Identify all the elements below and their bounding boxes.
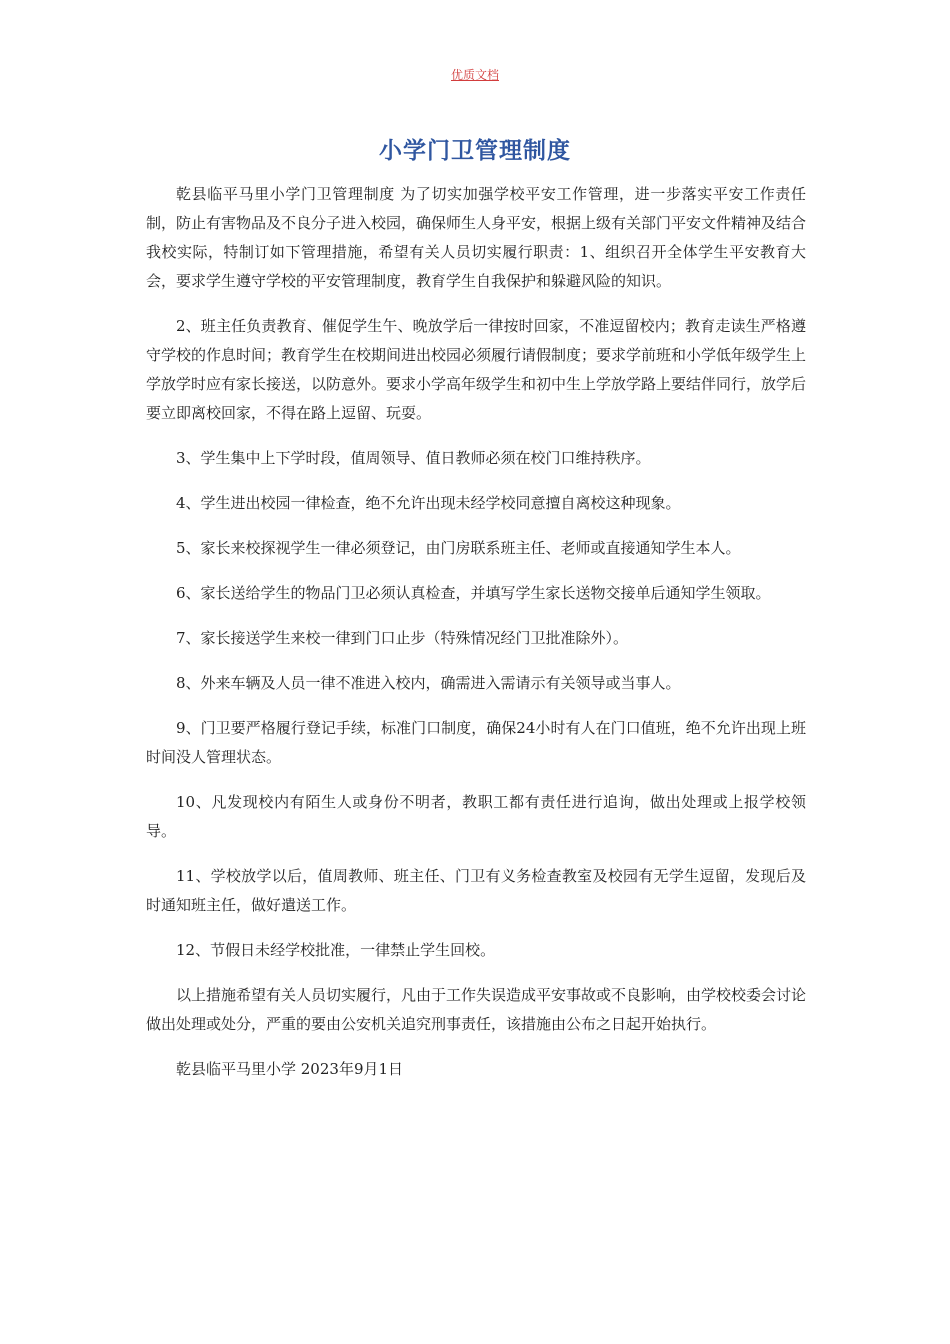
paragraph-item-10: 10、凡发现校内有陌生人或身份不明者，教职工都有责任进行追询，做出处理或上报学校领导。 bbox=[146, 793, 806, 840]
paragraph-closing: 以上措施希望有关人员切实履行，凡由于工作失误造成平安事故或不良影响，由学校校委会讨论做出处理或处分，严重的要由公安机关追究刑事责任，该措施由公布之日起开始执行。 bbox=[146, 986, 807, 1033]
paragraph-intro: 乾县临平马里小学门卫管理制度 为了切实加强学校平安工作管理，进一步落实平安工作责任制，防止有害物品及不良分子进入校园，确保师生人身平安，根据上级有关部门平安文件精神及结合我校实际，特制订如下管理措施，希望有关人员切实履行职责：1、组织召开全体学生平安教育大会，要求学生遵守学校的平安管理制度，教育学生自我保护和躲避风险的知识。 bbox=[146, 185, 807, 290]
document-body bbox=[146, 180, 806, 1100]
paragraph-item-3: 3、学生集中上下学时段，值周领导、值日教师必须在校门口维持秩序。 bbox=[176, 449, 651, 467]
header-mark-text: 优质文档 bbox=[450, 68, 499, 82]
paragraph-item-8: 8、外来车辆及人员一律不准进入校内，确需进入需请示有关领导或当事人。 bbox=[176, 674, 681, 692]
paragraph-item-12: 12、节假日未经学校批准，一律禁止学生回校。 bbox=[176, 941, 496, 959]
signature-date: 乾县临平马里小学 2023年9月1日 bbox=[176, 1060, 404, 1078]
page-title: 小学门卫管理制度 bbox=[379, 138, 571, 164]
paragraph-item-7: 7、家长接送学生来校一律到门口止步（特殊情况经门卫批准除外）。 bbox=[176, 629, 629, 647]
paragraph-item-4: 4、学生进出校园一律检查，绝不允许出现未经学校同意擅自离校这种现象。 bbox=[176, 494, 681, 512]
paragraph-item-11: 11、学校放学以后，值周教师、班主任、门卫有义务检查教室及校园有无学生逗留，发现后及时通知班主任，做好遣送工作。 bbox=[146, 867, 806, 914]
header-watermark bbox=[0, 66, 950, 83]
paragraph-item-9: 9、门卫要严格履行登记手续，标准门口制度，确保24小时有人在门口值班，绝不允许出现上班时间没人管理状态。 bbox=[146, 719, 806, 766]
paragraph-item-5: 5、家长来校探视学生一律必须登记，由门房联系班主任、老师或直接通知学生本人。 bbox=[176, 539, 741, 557]
paragraph-item-6: 6、家长送给学生的物品门卫必须认真检查，并填写学生家长送物交接单后通知学生领取。 bbox=[176, 584, 771, 602]
paragraph-item-2: 2、班主任负责教育、催促学生午、晚放学后一律按时回家，不准逗留校内；教育走读生严格遵守学校的作息时间；教育学生在校期间进出校园必须履行请假制度；要求学前班和小学低年级学生上学放学时应有家长接送，以防意外。要求小学高年级学生和初中生上学放学路上要结伴同行，放学后要立即离校回家，不得在路上逗留、玩耍。 bbox=[146, 317, 807, 422]
